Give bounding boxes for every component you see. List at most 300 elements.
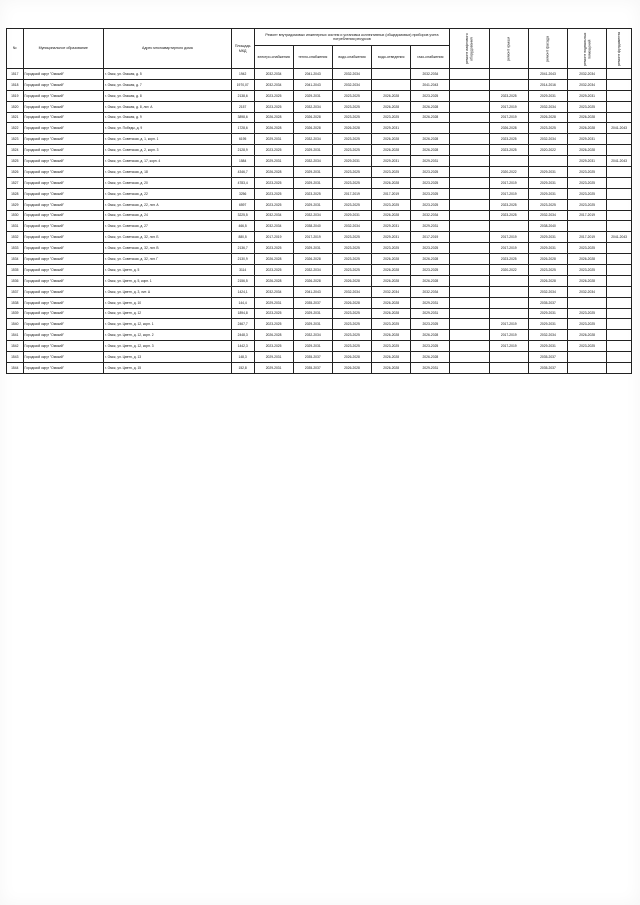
row-area: 1584 (231, 156, 254, 167)
row-period-cell (450, 101, 489, 112)
row-period-cell: 2017-2019 (568, 232, 607, 243)
table-row (7, 112, 632, 123)
row-address: г. Омск, ул. Советская, д. 24 (103, 210, 231, 221)
header-elevator-repair: ремонт лифтового оборудования (450, 29, 489, 69)
row-period-cell: 2032-2034 (528, 101, 567, 112)
row-period-cell: 2023-2025 (568, 308, 607, 319)
table-body (7, 69, 632, 374)
row-period-cell: 2026-2028 (372, 90, 411, 101)
row-period-cell: 2023-2025 (489, 145, 528, 156)
row-number: 1532 (7, 232, 24, 243)
row-number: 1533 (7, 243, 24, 254)
row-number: 1534 (7, 254, 24, 265)
row-number: 1541 (7, 330, 24, 341)
table-row (7, 177, 632, 188)
row-period-cell: 2029-2031 (293, 199, 332, 210)
row-period-cell: 2029-2031 (528, 90, 567, 101)
header-heating: тепло-снабжения (293, 46, 332, 69)
row-period-cell: 2041-2043 (293, 79, 332, 90)
row-period-cell (607, 330, 632, 341)
row-period-cell: 2026-2028 (254, 254, 293, 265)
row-address: г. Омск, ул. Цветн, д. 5 (103, 265, 231, 276)
row-area: 2138,6 (231, 90, 254, 101)
row-period-cell: 2026-2028 (254, 275, 293, 286)
row-municipality: Городской округ "Омский" (23, 123, 103, 134)
row-number: 1543 (7, 352, 24, 363)
table-row (7, 243, 632, 254)
row-period-cell: 2029-2031 (528, 308, 567, 319)
row-period-cell (607, 352, 632, 363)
row-period-cell: 2032-2034 (411, 69, 450, 80)
row-address: г. Омск, ул. Советская, д. 27 (103, 221, 231, 232)
row-period-cell (607, 134, 632, 145)
row-period-cell: 2026-2028 (372, 275, 411, 286)
row-period-cell (607, 319, 632, 330)
row-period-cell: 2029-2031 (372, 123, 411, 134)
row-number: 1539 (7, 308, 24, 319)
row-period-cell (450, 90, 489, 101)
row-number: 1540 (7, 319, 24, 330)
row-period-cell: 2029-2031 (568, 90, 607, 101)
row-period-cell: 2023-2025 (568, 265, 607, 276)
header-engineering-systems: Ремонт внутридомовых инженерных систем и установка коллективных (общедомовых) приборов учета потребления ресурсов (254, 29, 450, 46)
row-period-cell (607, 177, 632, 188)
row-address: г. Омск, ул. Цветн, д. 15 (103, 363, 231, 374)
row-period-cell: 2026-2028 (332, 275, 371, 286)
row-period-cell: 2026-2028 (332, 352, 371, 363)
row-period-cell: 2032-2034 (568, 79, 607, 90)
row-period-cell: 2026-2028 (411, 275, 450, 286)
row-period-cell: 2026-2028 (372, 308, 411, 319)
row-number: 1529 (7, 199, 24, 210)
row-period-cell: 2023-2025 (332, 265, 371, 276)
table-row (7, 297, 632, 308)
header-foundation-repair: ремонт фундамента (607, 29, 632, 69)
row-period-cell (450, 123, 489, 134)
row-municipality: Городской округ "Омский" (23, 352, 103, 363)
table-row (7, 286, 632, 297)
row-period-cell: 2029-2031 (528, 341, 567, 352)
row-period-cell: 2029-2031 (528, 319, 567, 330)
table-row (7, 319, 632, 330)
row-municipality: Городской округ "Омский" (23, 199, 103, 210)
row-period-cell: 2029-2031 (254, 352, 293, 363)
row-municipality: Городской округ "Омский" (23, 188, 103, 199)
row-period-cell: 2029-2031 (528, 177, 567, 188)
row-period-cell: 2017-2019 (293, 232, 332, 243)
table-row (7, 145, 632, 156)
header-drainage: водо-отведения (372, 46, 411, 69)
row-area: 2130,9 (231, 254, 254, 265)
capital-repair-table (6, 28, 632, 374)
table-row (7, 341, 632, 352)
row-period-cell: 2023-2025 (568, 341, 607, 352)
row-period-cell: 2032-2034 (332, 79, 371, 90)
row-area: 6597 (231, 199, 254, 210)
row-period-cell: 2023-2025 (411, 167, 450, 178)
row-period-cell: 2041-2043 (411, 79, 450, 90)
row-period-cell: 2026-2028 (568, 112, 607, 123)
row-period-cell: 2041-2043 (293, 69, 332, 80)
row-period-cell (607, 341, 632, 352)
row-number: 1528 (7, 188, 24, 199)
row-period-cell (607, 167, 632, 178)
row-period-cell (489, 297, 528, 308)
row-area: 4346,7 (231, 167, 254, 178)
row-period-cell: 2026-2028 (411, 134, 450, 145)
row-period-cell (450, 341, 489, 352)
row-period-cell: 2023-2025 (568, 188, 607, 199)
row-address: г. Омск, ул. Цветн, д. 12 (103, 308, 231, 319)
row-period-cell: 2017-2019 (372, 188, 411, 199)
row-period-cell: 2041-2043 (607, 156, 632, 167)
row-period-cell: 2032-2034 (293, 101, 332, 112)
row-area: 466,5 (231, 221, 254, 232)
row-number: 1525 (7, 156, 24, 167)
row-period-cell: 2023-2025 (411, 265, 450, 276)
row-period-cell: 2026-2028 (254, 123, 293, 134)
table-row (7, 101, 632, 112)
row-period-cell: 2032-2034 (568, 69, 607, 80)
row-period-cell (607, 297, 632, 308)
row-address: г. Омск, ул. Омская, д. 8, лит. А (103, 101, 231, 112)
row-period-cell: 2020-2022 (528, 145, 567, 156)
row-period-cell: 2026-2028 (372, 210, 411, 221)
row-period-cell: 2023-2025 (332, 308, 371, 319)
row-period-cell: 2026-2028 (372, 297, 411, 308)
header-facade-repair: ремонт фасада (528, 29, 567, 69)
row-period-cell: 2017-2019 (489, 319, 528, 330)
row-period-cell: 2023-2025 (254, 199, 293, 210)
row-period-cell: 2029-2031 (372, 221, 411, 232)
row-period-cell: 2026-2028 (411, 101, 450, 112)
row-period-cell: 2032-2034 (293, 210, 332, 221)
row-period-cell: 2023-2025 (489, 254, 528, 265)
row-period-cell (607, 90, 632, 101)
row-period-cell: 2026-2028 (372, 145, 411, 156)
row-period-cell: 2023-2025 (411, 243, 450, 254)
row-number: 1527 (7, 177, 24, 188)
table-row (7, 210, 632, 221)
row-municipality: Городской округ "Омский" (23, 286, 103, 297)
row-address: г. Омск, ул. Советская, д. 22, лит. А (103, 199, 231, 210)
header-roof-repair: ремонт крыши (489, 29, 528, 69)
row-period-cell: 2032-2034 (332, 69, 371, 80)
row-number: 1522 (7, 123, 24, 134)
row-period-cell: 2023-2025 (293, 188, 332, 199)
row-period-cell: 2023-2025 (254, 145, 293, 156)
row-period-cell: 2014-2016 (528, 79, 567, 90)
row-period-cell: 2029-2031 (293, 319, 332, 330)
row-period-cell: 2026-2028 (332, 123, 371, 134)
row-municipality: Городской округ "Омский" (23, 79, 103, 90)
row-period-cell: 2026-2028 (411, 145, 450, 156)
row-address: г. Омск, ул. Советская, д. 1, корп. 1 (103, 134, 231, 145)
header-water-supply: водо-снабжения (332, 46, 371, 69)
header-electricity: электро-снабжения (254, 46, 293, 69)
row-period-cell (607, 199, 632, 210)
row-period-cell: 2023-2025 (332, 319, 371, 330)
row-area: 2156,5 (231, 275, 254, 286)
row-period-cell: 2029-2031 (332, 156, 371, 167)
row-number: 1530 (7, 210, 24, 221)
row-period-cell: 2032-2034 (254, 79, 293, 90)
row-period-cell: 2041-2043 (528, 69, 567, 80)
row-period-cell: 2023-2025 (254, 308, 293, 319)
row-period-cell: 2023-2025 (332, 112, 371, 123)
row-period-cell: 2029-2031 (568, 156, 607, 167)
row-period-cell: 2023-2025 (568, 243, 607, 254)
row-period-cell: 2023-2025 (332, 177, 371, 188)
row-period-cell (489, 286, 528, 297)
row-period-cell: 2023-2025 (372, 341, 411, 352)
row-period-cell (372, 79, 411, 90)
row-period-cell (489, 69, 528, 80)
row-municipality: Городской округ "Омский" (23, 210, 103, 221)
row-period-cell (607, 145, 632, 156)
row-period-cell: 2029-2031 (254, 156, 293, 167)
row-period-cell: 2026-2028 (372, 177, 411, 188)
row-period-cell: 2035-2037 (528, 297, 567, 308)
row-address: г. Омск, ул. Цветн, д. 3, лит. А (103, 286, 231, 297)
row-period-cell: 2029-2031 (293, 90, 332, 101)
row-period-cell (450, 352, 489, 363)
row-period-cell: 2017-2019 (489, 243, 528, 254)
row-period-cell (607, 221, 632, 232)
row-period-cell: 2032-2034 (254, 286, 293, 297)
row-period-cell: 2023-2025 (372, 243, 411, 254)
header-gas: газо-снабжения (411, 46, 450, 69)
row-address: г. Омск, ул. Советская, д. 32, лит. В (103, 243, 231, 254)
row-period-cell: 2017-2019 (489, 188, 528, 199)
row-period-cell (450, 156, 489, 167)
row-period-cell: 2029-2031 (254, 134, 293, 145)
table-header (7, 29, 632, 69)
row-period-cell: 2023-2025 (254, 243, 293, 254)
row-period-cell (607, 363, 632, 374)
row-period-cell: 2041-2043 (607, 123, 632, 134)
row-municipality: Городской округ "Омский" (23, 254, 103, 265)
row-period-cell (450, 330, 489, 341)
row-period-cell: 2029-2031 (293, 167, 332, 178)
row-period-cell: 2023-2025 (332, 101, 371, 112)
row-period-cell: 2023-2025 (372, 199, 411, 210)
row-period-cell (450, 363, 489, 374)
row-period-cell: 2032-2034 (293, 265, 332, 276)
row-period-cell (450, 286, 489, 297)
row-period-cell: 2029-2031 (528, 188, 567, 199)
row-area: 1970,07 (231, 79, 254, 90)
row-number: 1518 (7, 79, 24, 90)
row-period-cell: 2020-2022 (489, 167, 528, 178)
row-area: 2448,3 (231, 330, 254, 341)
row-period-cell: 2035-2037 (293, 363, 332, 374)
row-number: 1531 (7, 221, 24, 232)
row-municipality: Городской округ "Омский" (23, 232, 103, 243)
row-period-cell: 2023-2025 (411, 188, 450, 199)
row-area: 6195 (231, 134, 254, 145)
row-municipality: Городской округ "Омский" (23, 69, 103, 80)
table-row (7, 167, 632, 178)
table-row (7, 79, 632, 90)
row-period-cell: 2026-2028 (528, 254, 567, 265)
row-period-cell: 2026-2028 (254, 167, 293, 178)
row-period-cell: 2029-2031 (411, 363, 450, 374)
row-period-cell: 2023-2025 (332, 243, 371, 254)
table-row (7, 134, 632, 145)
row-period-cell: 2023-2025 (568, 167, 607, 178)
row-municipality: Городской округ "Омский" (23, 134, 103, 145)
row-period-cell: 2041-2043 (293, 286, 332, 297)
row-period-cell: 2026-2028 (528, 275, 567, 286)
row-address: г. Омск, ул. Советская, д. 22 (103, 188, 231, 199)
row-municipality: Городской округ "Омский" (23, 265, 103, 276)
row-period-cell: 2029-2031 (254, 297, 293, 308)
row-period-cell (489, 79, 528, 90)
table-row (7, 221, 632, 232)
row-number: 1523 (7, 134, 24, 145)
row-period-cell: 2023-2025 (332, 232, 371, 243)
row-period-cell (607, 275, 632, 286)
table-row (7, 90, 632, 101)
row-period-cell: 2032-2034 (528, 330, 567, 341)
row-period-cell: 2032-2034 (528, 210, 567, 221)
row-period-cell: 2023-2025 (411, 341, 450, 352)
row-number: 1544 (7, 363, 24, 374)
row-municipality: Городской округ "Омский" (23, 177, 103, 188)
row-period-cell: 2038-2040 (528, 221, 567, 232)
row-period-cell (450, 199, 489, 210)
row-period-cell (450, 275, 489, 286)
row-period-cell: 2026-2028 (254, 330, 293, 341)
row-period-cell: 2029-2031 (411, 156, 450, 167)
row-period-cell: 2017-2019 (489, 112, 528, 123)
row-period-cell: 2023-2025 (489, 199, 528, 210)
row-period-cell (450, 297, 489, 308)
row-period-cell: 2029-2031 (528, 167, 567, 178)
row-municipality: Городской округ "Омский" (23, 308, 103, 319)
row-period-cell (607, 210, 632, 221)
row-period-cell: 2017-2019 (489, 232, 528, 243)
row-period-cell: 2029-2031 (411, 221, 450, 232)
row-number: 1520 (7, 101, 24, 112)
row-period-cell: 2035-2037 (528, 363, 567, 374)
row-area: 3256 (231, 188, 254, 199)
row-period-cell: 2023-2025 (254, 177, 293, 188)
row-period-cell: 2023-2025 (489, 90, 528, 101)
row-period-cell: 2023-2025 (372, 167, 411, 178)
row-period-cell: 2029-2031 (293, 341, 332, 352)
row-period-cell (450, 254, 489, 265)
row-period-cell: 2032-2034 (411, 210, 450, 221)
row-period-cell: 2032-2034 (293, 134, 332, 145)
row-period-cell: 2041-2043 (607, 232, 632, 243)
table-row (7, 69, 632, 80)
row-period-cell (528, 156, 567, 167)
row-address: г. Омск, ул. Советская, д. 20 (103, 177, 231, 188)
row-area: 3114 (231, 265, 254, 276)
row-period-cell: 2029-2031 (411, 308, 450, 319)
row-address: г. Омск, ул. Цветн, д. 12, корп. 3 (103, 341, 231, 352)
row-address: г. Омск, ул. Советская, д. 17, корп. 4 (103, 156, 231, 167)
row-area: 144,4 (231, 297, 254, 308)
table-row (7, 265, 632, 276)
document-page (6, 28, 632, 374)
row-municipality: Городской округ "Омский" (23, 341, 103, 352)
row-number: 1519 (7, 90, 24, 101)
row-period-cell: 2023-2025 (411, 177, 450, 188)
table-row (7, 199, 632, 210)
row-number: 1535 (7, 265, 24, 276)
row-period-cell: 2029-2031 (332, 210, 371, 221)
row-area: 3225,5 (231, 210, 254, 221)
row-area: 1942 (231, 69, 254, 80)
row-period-cell: 2029-2031 (254, 363, 293, 374)
row-period-cell: 2023-2025 (254, 341, 293, 352)
row-period-cell (568, 363, 607, 374)
row-address: г. Омск, ул. Цветн, д. 10 (103, 297, 231, 308)
table-row (7, 232, 632, 243)
row-address: г. Омск, ул. Советская, д. 2, корп. 3 (103, 145, 231, 156)
row-period-cell (450, 112, 489, 123)
row-address: г. Омск, ул. Омская, д. 7 (103, 79, 231, 90)
row-municipality: Городской округ "Омский" (23, 90, 103, 101)
row-period-cell (450, 221, 489, 232)
row-address: г. Омск, ул. Советская, д. 32, лит. Б (103, 232, 231, 243)
row-period-cell (450, 134, 489, 145)
row-period-cell: 2032-2034 (254, 210, 293, 221)
row-period-cell (450, 308, 489, 319)
row-period-cell: 2023-2025 (332, 254, 371, 265)
row-period-cell: 2026-2028 (372, 363, 411, 374)
row-period-cell: 2023-2025 (411, 90, 450, 101)
row-period-cell (450, 69, 489, 80)
row-municipality: Городской округ "Омский" (23, 319, 103, 330)
row-area: 1424,1 (231, 286, 254, 297)
row-period-cell: 2023-2025 (332, 199, 371, 210)
row-period-cell: 2032-2034 (568, 286, 607, 297)
row-period-cell: 2026-2028 (293, 112, 332, 123)
row-address: г. Омск, ул. Цветн, д. 13 (103, 352, 231, 363)
row-period-cell: 2032-2034 (254, 221, 293, 232)
row-period-cell: 2023-2025 (254, 188, 293, 199)
row-period-cell: 2023-2025 (332, 134, 371, 145)
row-period-cell: 2017-2019 (489, 341, 528, 352)
row-period-cell: 2032-2034 (293, 330, 332, 341)
row-address: г. Омск, ул. Омская, д. 9 (103, 112, 231, 123)
row-period-cell: 2026-2028 (411, 330, 450, 341)
row-period-cell: 2026-2028 (528, 112, 567, 123)
header-area: Площадь МКД (231, 29, 254, 69)
row-period-cell: 2023-2025 (411, 199, 450, 210)
row-period-cell: 2017-2019 (332, 188, 371, 199)
row-period-cell (489, 221, 528, 232)
row-number: 1537 (7, 286, 24, 297)
row-period-cell: 2029-2031 (411, 297, 450, 308)
row-period-cell (411, 123, 450, 134)
row-area: 1442,3 (231, 341, 254, 352)
row-period-cell: 2026-2028 (332, 363, 371, 374)
row-period-cell: 2026-2028 (372, 265, 411, 276)
row-period-cell: 2017-2019 (411, 232, 450, 243)
row-number: 1517 (7, 69, 24, 80)
row-period-cell: 2017-2019 (489, 101, 528, 112)
table-row (7, 254, 632, 265)
row-period-cell: 2023-2025 (489, 210, 528, 221)
row-municipality: Городской округ "Омский" (23, 243, 103, 254)
row-period-cell: 2023-2025 (332, 330, 371, 341)
row-period-cell: 2035-2037 (293, 352, 332, 363)
